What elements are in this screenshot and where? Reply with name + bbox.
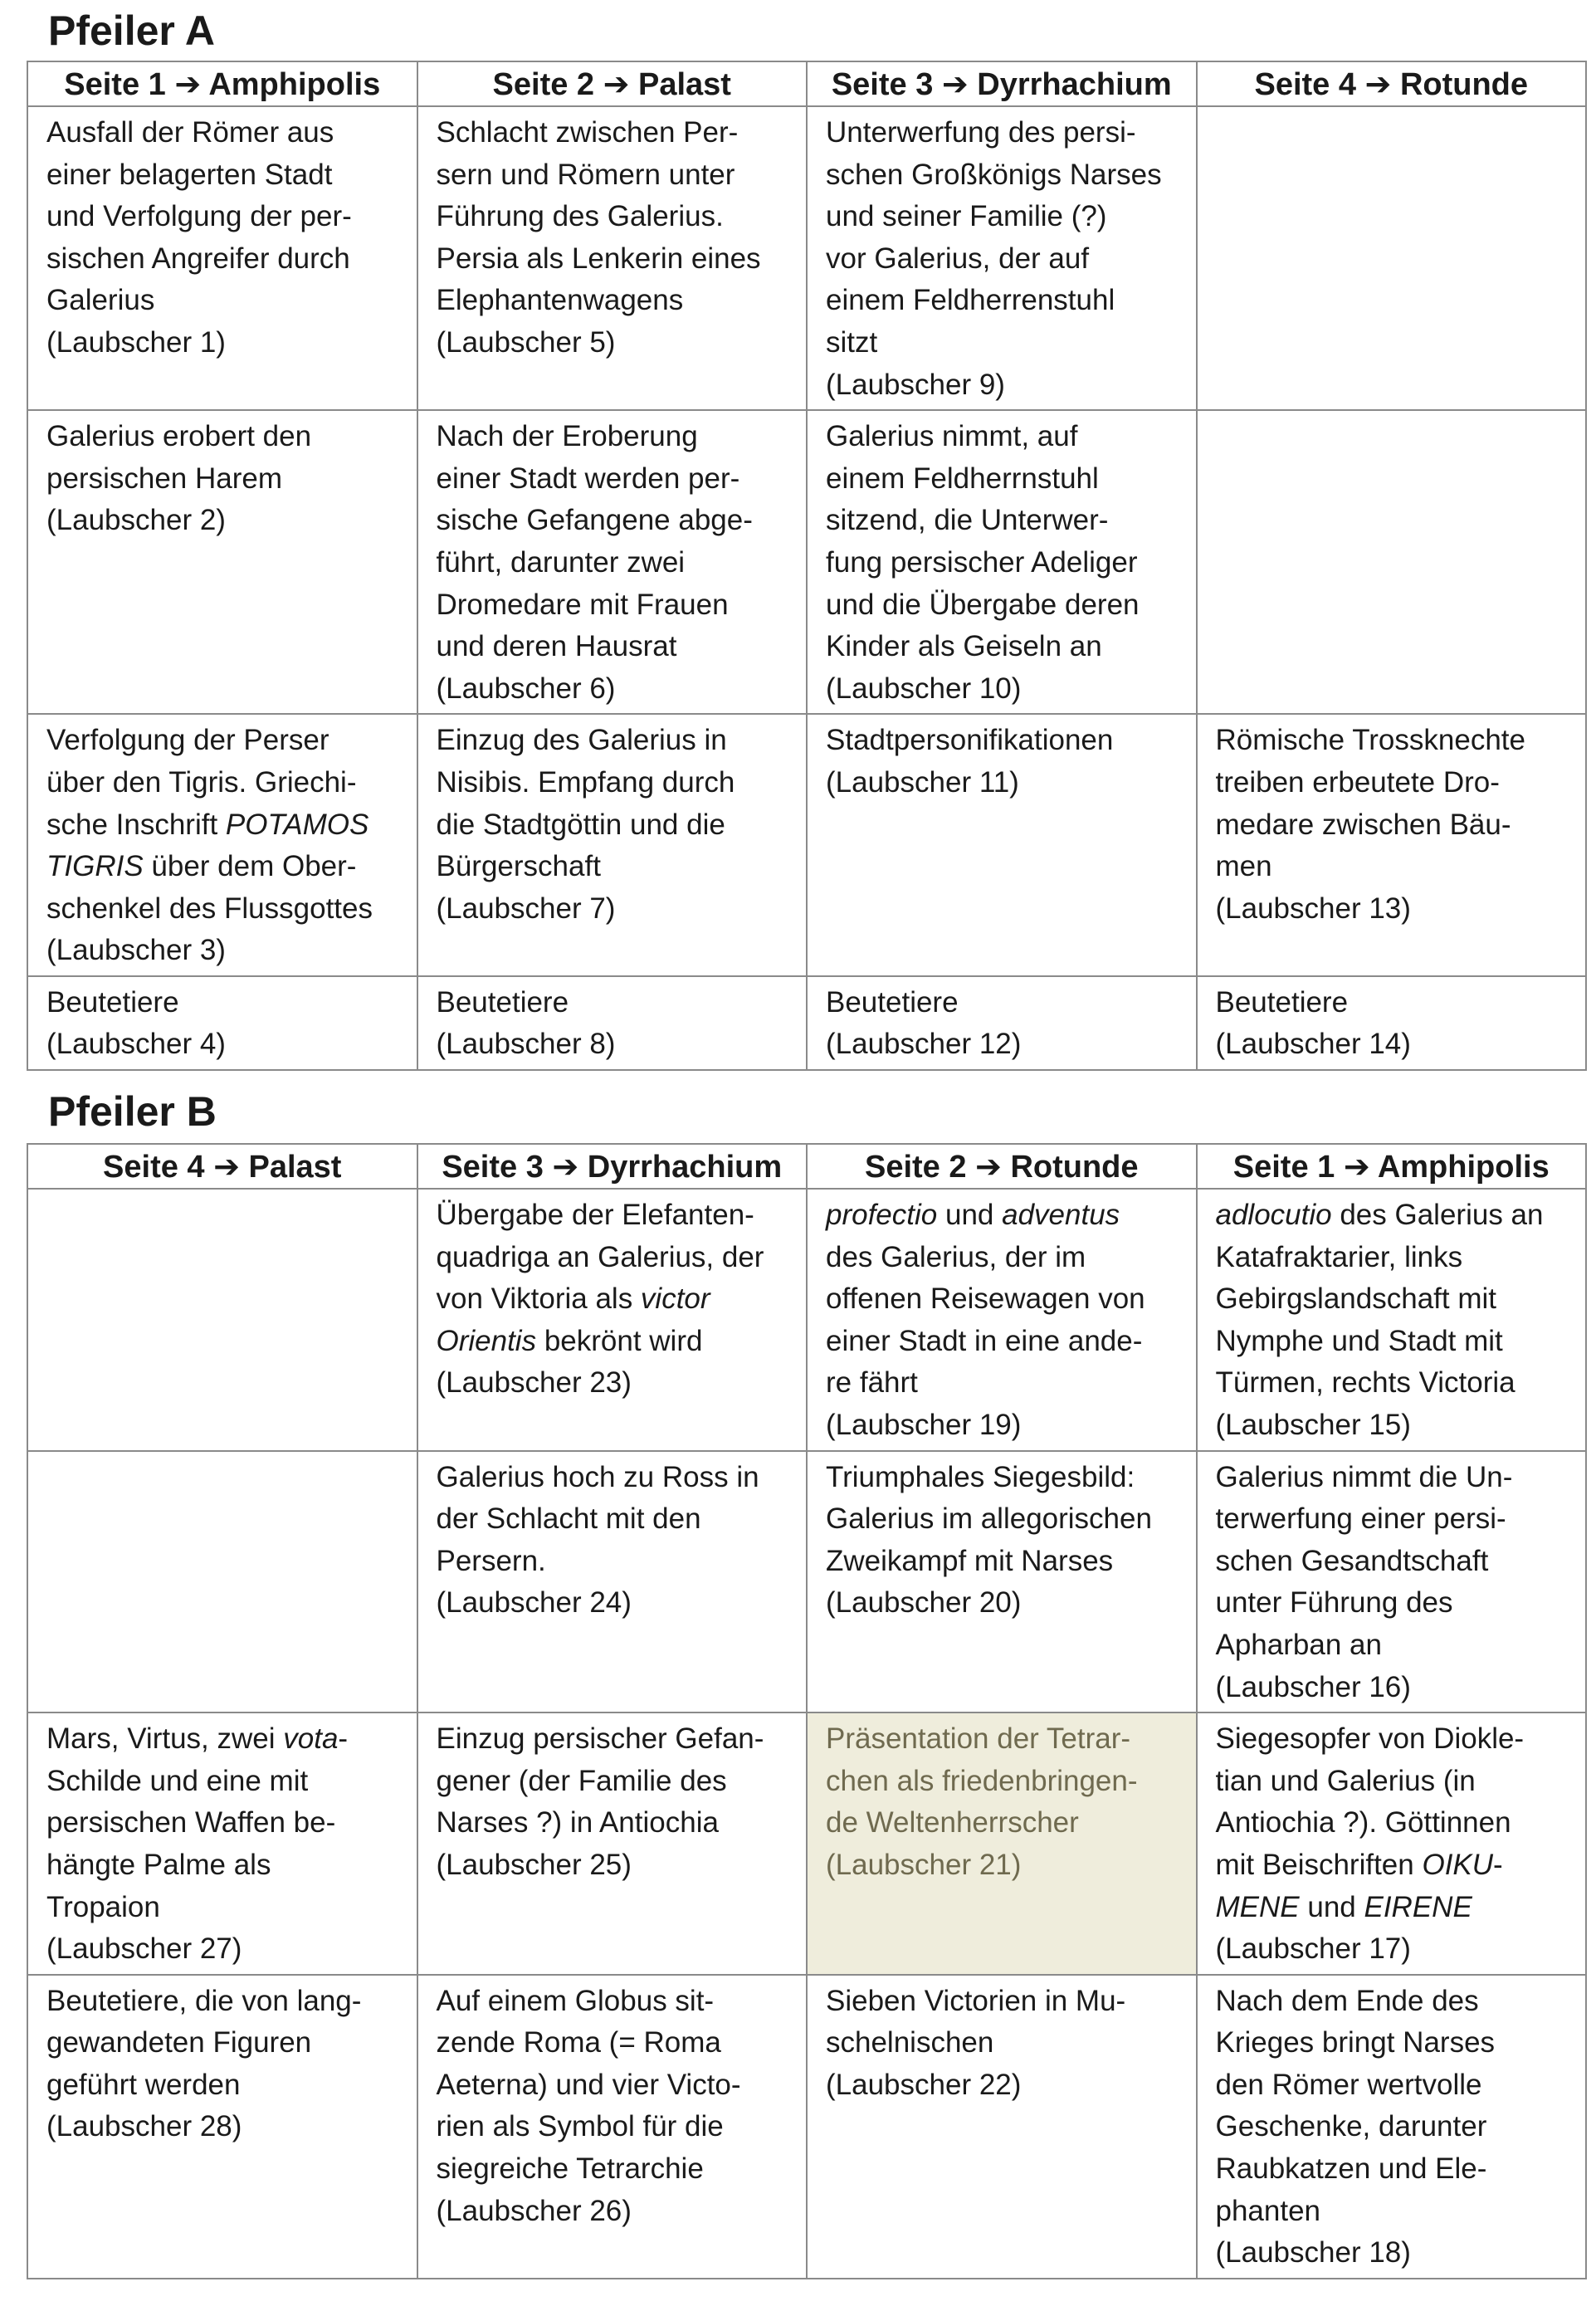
table-cell: [27, 1189, 417, 1451]
cell-reference: (Laubscher 28): [46, 2110, 242, 2143]
italic-term: EIRENE: [1364, 1890, 1472, 1923]
cell-reference: (Laubscher 7): [436, 892, 616, 925]
table-cell: [417, 1975, 808, 2279]
cell-reference: (Laubscher 22): [826, 2068, 1022, 2101]
table-cell: [1197, 106, 1587, 410]
table-cell: [807, 1189, 1197, 1451]
cell-reference: (Laubscher 27): [46, 1932, 242, 1966]
table-cell: [417, 976, 808, 1070]
cell-reference: (Laubscher 14): [1215, 1028, 1411, 1061]
cell-reference: (Laubscher 23): [436, 1366, 632, 1400]
cell-reference: (Laubscher 16): [1215, 1670, 1411, 1703]
table-cell: [807, 1712, 1197, 1975]
column-header: Seite 4 ➔ Palast: [27, 1144, 417, 1189]
cell-description: Auf einem Globus sit- zende Roma (= Roma Aeterna) und vier Victo- rien als Symbol für die siegreiche Tetrarchie: [436, 1984, 741, 2186]
table-cell: [807, 106, 1197, 410]
italic-term: OIKU: [1422, 1848, 1494, 1881]
cell-description: Galerius erobert den persischen Harem: [46, 420, 312, 495]
cell-description: Beutetiere: [1215, 985, 1349, 1019]
italic-term: Orientis: [436, 1324, 537, 1357]
table-cell: [27, 410, 417, 714]
table-row: [27, 976, 1586, 1070]
column-header: Seite 2 ➔ Rotunde: [807, 1144, 1197, 1189]
cell-reference: (Laubscher 1): [46, 325, 226, 359]
table-cell: [1197, 1712, 1587, 1975]
header-row: [27, 61, 1586, 106]
italic-term: MENE: [1215, 1890, 1300, 1923]
table-cell: [417, 410, 808, 714]
cell-reference: (Laubscher 3): [46, 934, 226, 967]
italic-term: TIGRIS: [46, 850, 144, 883]
table-row: [27, 1189, 1586, 1451]
table-cell: [27, 1712, 417, 1975]
cell-description: adlocutio des Galerius an Katafraktarier, links Gebirgslandschaft mit Nymphe und Stadt mit Türmen, rechts Victoria: [1215, 1199, 1544, 1400]
table-cell: [27, 976, 417, 1070]
section-title-pfeiler-a: Pfeiler A: [48, 7, 216, 54]
table-cell: [1197, 714, 1587, 976]
cell-description: Beutetiere: [436, 985, 569, 1019]
cell-description: Galerius hoch zu Ross in der Schlacht mit den Persern.: [436, 1460, 759, 1577]
cell-reference: (Laubscher 20): [826, 1586, 1022, 1620]
cell-description: Mars, Virtus, zwei vota- Schilde und eine mit persischen Waffen be- hängte Palme als Tropaion: [46, 1722, 349, 1923]
table-row: [27, 410, 1586, 714]
cell-description: Übergabe der Elefanten- quadriga an Galerius, der von Viktoria als victor Orientis bekrönt wird: [436, 1199, 764, 1357]
cell-description: Galerius nimmt die Un- terwerfung einer persi- schen Gesandtschaft unter Führung des Apharban an: [1215, 1460, 1513, 1661]
cell-reference: (Laubscher 10): [826, 672, 1022, 705]
table-cell: [807, 976, 1197, 1070]
cell-reference: (Laubscher 8): [436, 1028, 616, 1061]
table-cell: [1197, 1189, 1587, 1451]
column-header: Seite 3 ➔ Dyrrhachium: [807, 61, 1197, 106]
column-header: Seite 4 ➔ Rotunde: [1197, 61, 1587, 106]
table-cell: [27, 1451, 417, 1713]
cell-description: Beutetiere, die von lang- gewandeten Figuren geführt werden: [46, 1984, 362, 2101]
cell-reference: (Laubscher 11): [826, 765, 1019, 799]
italic-term: adventus: [1002, 1199, 1120, 1231]
cell-description: Römische Trossknechte treiben erbeutete Dro- medare zwischen Bäu- men: [1215, 724, 1525, 883]
cell-description: Galerius nimmt, auf einem Feldherrnstuhl sitzend, die Unterwer- fung persischer Adeliger und die Übergabe deren Kinder als Geiseln an: [826, 420, 1140, 663]
cell-reference: (Laubscher 26): [436, 2194, 632, 2227]
table-row: [27, 106, 1586, 410]
table-row: [27, 714, 1586, 976]
cell-reference: (Laubscher 24): [436, 1586, 632, 1620]
italic-term: vota: [283, 1722, 339, 1756]
cell-reference: (Laubscher 12): [826, 1028, 1022, 1061]
table-cell: [807, 410, 1197, 714]
table-cell: [1197, 410, 1587, 714]
italic-term: profectio: [826, 1199, 938, 1231]
table-cell: [27, 106, 417, 410]
italic-term: adlocutio: [1215, 1199, 1332, 1231]
cell-description: Nach dem Ende des Krieges bringt Narses den Römer wertvolle Geschenke, darunter Raubkatzen und Ele- phanten: [1215, 1984, 1496, 2227]
cell-description: Verfolgung der Perser über den Tigris. Griechi- sche Inschrift POTAMOS TIGRIS über dem Ober- schenkel des Flussgottes: [46, 724, 373, 925]
table-pfeiler-a: [27, 61, 1587, 1071]
column-header: Seite 1 ➔ Amphipolis: [27, 61, 417, 106]
section-title-pfeiler-b: Pfeiler B: [48, 1088, 217, 1135]
cell-reference: (Laubscher 17): [1215, 1932, 1411, 1966]
cell-description: profectio und adventus des Galerius, der im offenen Reisewagen von einer Stadt in eine ande- re fährt: [826, 1199, 1145, 1400]
table-cell: [417, 714, 808, 976]
table-cell: [1197, 1975, 1587, 2279]
cell-description: Einzug des Galerius in Nisibis. Empfang durch die Stadtgöttin und die Bürgerschaft: [436, 724, 735, 883]
header-row: [27, 1144, 1586, 1189]
table-row: [27, 1975, 1586, 2279]
cell-reference: (Laubscher 4): [46, 1028, 226, 1061]
table-row: [27, 1712, 1586, 1975]
cell-reference: (Laubscher 15): [1215, 1408, 1411, 1441]
cell-description: Triumphales Siegesbild: Galerius im allegorischen Zweikampf mit Narses: [826, 1460, 1152, 1577]
cell-description: Sieben Victorien in Mu- schelnischen: [826, 1984, 1126, 2059]
table-cell: [27, 714, 417, 976]
cell-reference: (Laubscher 6): [436, 672, 616, 705]
cell-reference: (Laubscher 9): [826, 368, 1005, 401]
table-cell: [807, 1975, 1197, 2279]
cell-reference: (Laubscher 21): [826, 1848, 1022, 1881]
table-cell: [1197, 976, 1587, 1070]
cell-description: Nach der Eroberung einer Stadt werden per- sische Gefangene abge- führt, darunter zwei Dromedare mit Frauen und deren Hausrat: [436, 420, 753, 663]
italic-term: victor: [640, 1283, 710, 1316]
cell-reference: (Laubscher 25): [436, 1848, 632, 1881]
cell-reference: (Laubscher 19): [826, 1408, 1022, 1441]
cell-reference: (Laubscher 2): [46, 504, 226, 537]
cell-description: Ausfall der Römer aus einer belagerten Stadt und Verfolgung der per- sischen Angreifer durch Galerius: [46, 116, 352, 317]
cell-description: Einzug persischer Gefan- gener (der Familie des Narses ?) in Antiochia: [436, 1722, 764, 1840]
cell-description: Siegesopfer von Diokle- tian und Galerius (in Antiochia ?). Göttinnen mit Beischriften OIKU- MENE und EIRENE: [1215, 1722, 1525, 1923]
table-cell: [1197, 1451, 1587, 1713]
cell-description: Beutetiere: [826, 985, 959, 1019]
table-cell: [807, 714, 1197, 976]
column-header: Seite 1 ➔ Amphipolis: [1197, 1144, 1587, 1189]
italic-term: POTAMOS: [225, 808, 369, 841]
cell-reference: (Laubscher 18): [1215, 2236, 1411, 2269]
column-header: Seite 2 ➔ Palast: [417, 61, 808, 106]
table-pfeiler-b: [27, 1143, 1587, 2279]
table-cell: [27, 1975, 417, 2279]
table-row: [27, 1451, 1586, 1713]
table-cell: [417, 1451, 808, 1713]
cell-description: Präsentation der Tetrar- chen als friedenbringen- de Weltenherrscher: [826, 1722, 1138, 1840]
table-cell: [417, 106, 808, 410]
cell-description: Unterwerfung des persi- schen Großkönigs Narses und seiner Familie (?) vor Galerius, der auf einem Feldherrenstuhl sitzt: [826, 116, 1162, 359]
cell-reference: (Laubscher 13): [1215, 892, 1411, 925]
table-cell: [417, 1189, 808, 1451]
cell-reference: (Laubscher 5): [436, 325, 616, 359]
cell-description: Schlacht zwischen Per- sern und Römern unter Führung des Galerius. Persia als Lenkerin eines Elephantenwagens: [436, 116, 761, 317]
column-header: Seite 3 ➔ Dyrrhachium: [417, 1144, 808, 1189]
table-cell: [417, 1712, 808, 1975]
cell-description: Beutetiere: [46, 985, 179, 1019]
cell-description: Stadtpersonifikationen: [826, 724, 1114, 757]
table-cell: [807, 1451, 1197, 1713]
